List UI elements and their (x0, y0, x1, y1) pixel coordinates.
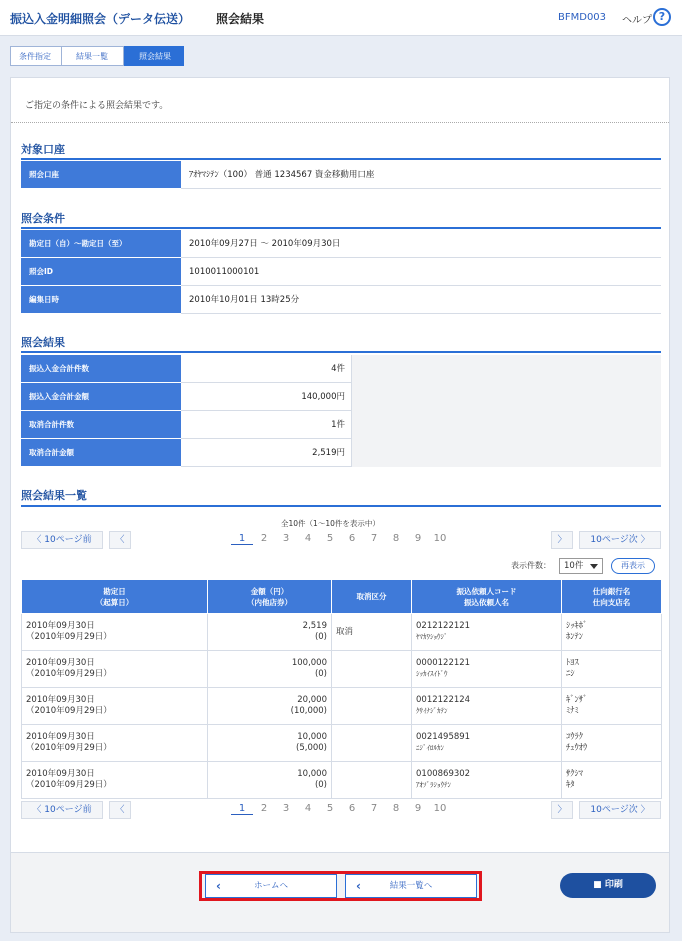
col-line2: 振込依頼人名 (464, 597, 509, 607)
condition-value: 2010年09月27日 ～ 2010年09月30日 (189, 239, 341, 249)
next-10-label: 10ページ次 (590, 805, 638, 815)
page-link[interactable]: 5 (326, 533, 334, 544)
amount: 100,000 (291, 658, 327, 668)
column-header-requester (412, 580, 562, 614)
cell-cancel: 取消 (332, 614, 412, 651)
chevron-right-icon: 〉 (637, 805, 650, 815)
page-numbers (231, 533, 451, 545)
chevron-left-icon: ‹ (216, 879, 221, 893)
cell-amount (208, 651, 332, 688)
col-line2: （内他店券） (247, 597, 292, 607)
table-header-row (22, 580, 662, 614)
col-line2: 仕向支店名 (592, 597, 631, 607)
page-link[interactable]: 6 (348, 533, 356, 544)
intro-text: ご指定の条件による照会結果です。 (25, 101, 169, 111)
col-line1: 金額（円） (250, 586, 289, 596)
display-count-value: 10件 (564, 561, 584, 571)
result-row (21, 411, 661, 439)
cell-requester (412, 762, 562, 799)
branch-name: ﾁｭｳｵｳ (566, 743, 588, 753)
record-count: 全10件（1～10件を表示中） (281, 519, 380, 528)
date: 2010年09月30日 (26, 732, 95, 742)
condition-row (21, 286, 661, 314)
print-button[interactable] (560, 873, 656, 898)
other-bank-check: (10,000) (290, 706, 327, 716)
cell-cancel (332, 725, 412, 762)
other-bank-check: (5,000) (296, 743, 327, 753)
help-link[interactable]: ヘルプ (622, 15, 652, 26)
result-list-button-label: 結果一覧へ (389, 881, 433, 891)
next-10-pages-button[interactable] (579, 801, 661, 819)
section-rule (21, 351, 661, 353)
cell-requester (412, 651, 562, 688)
date: 2010年09月30日 (26, 695, 95, 705)
col-line1: 勘定日 (103, 586, 126, 596)
prev-10-pages-button[interactable] (21, 531, 103, 549)
cell-cancel (332, 762, 412, 799)
display-count-select[interactable] (559, 558, 603, 574)
cell-amount (208, 725, 332, 762)
page-link[interactable]: 3 (282, 803, 290, 814)
prev-10-label: 10ページ前 (44, 805, 92, 815)
cell-date (22, 688, 208, 725)
requester-code: 0012122124 (416, 695, 471, 705)
amount: 10,000 (297, 769, 327, 779)
table-row (22, 614, 662, 651)
next-page-button[interactable] (551, 801, 573, 819)
condition-value: 2010年10月01日 13時25分 (189, 295, 300, 305)
main-panel (10, 77, 670, 933)
requester-code: 0212122121 (416, 621, 471, 631)
chevron-left-icon: 〈 (115, 535, 125, 545)
question-circle-icon[interactable]: ? (653, 8, 671, 26)
column-header-date (22, 580, 208, 614)
result-value: 140,000円 (301, 392, 345, 402)
page-link[interactable]: 3 (282, 533, 290, 544)
kisan-date: （2010年09月29日） (26, 743, 112, 753)
cell-requester (412, 614, 562, 651)
result-row (21, 355, 661, 383)
pager-top (21, 531, 661, 549)
cell-bank (562, 762, 662, 799)
column-header-cancel: 取消区分 (332, 580, 412, 614)
chevron-right-icon: 〉 (557, 535, 567, 545)
col-line2: （起算日） (95, 597, 134, 607)
step-list: 結果一覧 (62, 46, 124, 66)
date: 2010年09月30日 (26, 658, 95, 668)
section-rule (21, 227, 661, 229)
table-row (22, 762, 662, 799)
page-link[interactable]: 4 (304, 533, 312, 544)
results-table (21, 579, 662, 799)
cell-cancel (332, 651, 412, 688)
requester-name: ｸｻｲﾅｼﾞｶﾃﾝ (416, 707, 448, 715)
chevron-left-icon: ‹ (356, 879, 361, 893)
step-condition: 条件指定 (10, 46, 62, 66)
button-bar (11, 852, 669, 932)
date: 2010年09月30日 (26, 621, 95, 631)
page-title: 照会結果 (216, 12, 265, 26)
cell-bank (562, 688, 662, 725)
step-indicator (10, 46, 184, 66)
branch-name: ﾆｼ (566, 669, 575, 679)
requester-name: ﾆｼﾞｲﾛﾙｶﾝ (416, 744, 444, 752)
home-button[interactable] (205, 874, 337, 898)
condition-row (21, 258, 661, 286)
prev-10-label: 10ページ前 (44, 535, 92, 545)
table-row (22, 688, 662, 725)
chevron-left-icon: 〈 (32, 535, 45, 545)
result-label: 取消合計件数 (21, 411, 181, 439)
section-title-list: 照会結果一覧 (21, 489, 87, 502)
cell-date (22, 651, 208, 688)
prev-10-pages-button[interactable] (21, 801, 103, 819)
table-row (22, 651, 662, 688)
result-label: 振込入金合計件数 (21, 355, 181, 383)
other-bank-check: (0) (314, 632, 327, 642)
bank-name: ｺｳﾗｸ (566, 732, 584, 742)
requester-name: ﾔﾏｶﾜｼｮｳｼﾞ (416, 633, 448, 641)
page-link[interactable]: 7 (370, 803, 378, 814)
page-link[interactable]: 9 (414, 533, 422, 544)
cell-date (22, 614, 208, 651)
prev-page-button[interactable] (109, 531, 131, 549)
page-link[interactable]: 10 (433, 803, 447, 814)
app-title: 振込入金明細照会（データ伝送） (10, 12, 191, 26)
chevron-left-icon: 〈 (32, 805, 45, 815)
bank-name: ｻｸｼﾏ (566, 769, 584, 779)
requester-code: 0000122121 (416, 658, 471, 668)
amount: 2,519 (302, 621, 327, 631)
cell-date (22, 762, 208, 799)
account-label: 照会口座 (21, 161, 181, 189)
kisan-date: （2010年09月29日） (26, 780, 112, 790)
page-link[interactable]: 2 (260, 533, 268, 544)
requester-code: 0021495891 (416, 732, 471, 742)
branch-name: ﾐﾅﾐ (566, 706, 579, 716)
account-row (21, 161, 661, 189)
page-link[interactable]: 1 (231, 533, 253, 545)
step-result: 照会結果 (124, 46, 184, 66)
amount: 10,000 (297, 732, 327, 742)
other-bank-check: (0) (314, 669, 327, 679)
page-link[interactable]: 1 (231, 803, 253, 815)
bank-name: ｼｯｷﾎﾞ (566, 621, 588, 631)
next-10-pages-button[interactable] (579, 531, 661, 549)
dropdown-arrow-icon (590, 564, 598, 569)
cell-bank (562, 651, 662, 688)
column-header-amount (208, 580, 332, 614)
result-value: 2,519円 (312, 448, 345, 458)
section-title-condition: 照会条件 (21, 212, 65, 225)
other-bank-check: (0) (314, 780, 327, 790)
branch-name: ﾎﾝﾃﾝ (566, 632, 584, 642)
page-link[interactable]: 10 (433, 533, 447, 544)
condition-row (21, 230, 661, 258)
column-header-bank (562, 580, 662, 614)
result-row (21, 439, 661, 467)
page-link[interactable]: 5 (326, 803, 334, 814)
printer-icon: ■ (593, 880, 605, 890)
section-rule (21, 505, 661, 507)
cell-date (22, 725, 208, 762)
page-link[interactable]: 4 (304, 803, 312, 814)
condition-value: 1010011000101 (189, 267, 260, 277)
amount: 20,000 (297, 695, 327, 705)
kisan-date: （2010年09月29日） (26, 706, 112, 716)
result-row (21, 383, 661, 411)
cell-amount (208, 614, 332, 651)
chevron-left-icon: 〈 (115, 805, 125, 815)
next-10-label: 10ページ次 (590, 535, 638, 545)
condition-label: 照会ID (21, 258, 181, 286)
cell-cancel (332, 688, 412, 725)
page-link[interactable]: 2 (260, 803, 268, 814)
cell-requester (412, 688, 562, 725)
result-list-button[interactable] (345, 874, 477, 898)
col-line1: 仕向銀行名 (592, 586, 631, 596)
screen-code: BFMD003 (558, 12, 607, 23)
next-page-button[interactable] (551, 531, 573, 549)
section-title-result: 照会結果 (21, 336, 65, 349)
app-header (0, 0, 682, 36)
chevron-right-icon: 〉 (557, 805, 567, 815)
bank-name: ﾄﾖｽ (566, 658, 579, 668)
account-value: ｱｵﾔﾏｼﾃﾝ（100） 普通 1234567 資金移動用口座 (189, 170, 375, 180)
branch-name: ｷﾀ (566, 780, 575, 790)
page-link[interactable]: 7 (370, 533, 378, 544)
refresh-button[interactable]: 再表示 (611, 558, 655, 574)
empty-cell (351, 383, 661, 411)
chevron-right-icon: 〉 (637, 535, 650, 545)
display-count-label: 表示件数： (511, 561, 551, 570)
home-button-label: ホームへ (253, 881, 288, 891)
requester-name: ｼｯｶｲｽｲﾄﾞｳ (416, 670, 448, 678)
requester-name: ｱｵｿﾞﾗｼｮｳﾃﾝ (416, 781, 451, 789)
page-numbers (231, 803, 451, 815)
page-link[interactable]: 9 (414, 803, 422, 814)
table-row (22, 725, 662, 762)
bank-name: ｷﾞﾝｻﾞ (566, 695, 588, 705)
cell-requester (412, 725, 562, 762)
result-label: 取消合計金額 (21, 439, 181, 467)
col-line1: 振込依頼人コード (456, 586, 517, 596)
kisan-date: （2010年09月29日） (26, 669, 112, 679)
divider (11, 122, 669, 123)
requester-code: 0100869302 (416, 769, 471, 779)
result-label: 振込入金合計金額 (21, 383, 181, 411)
section-rule (21, 158, 661, 160)
empty-cell (351, 355, 661, 383)
kisan-date: （2010年09月29日） (26, 632, 112, 642)
cell-amount (208, 762, 332, 799)
prev-page-button[interactable] (109, 801, 131, 819)
section-title-account: 対象口座 (21, 143, 65, 156)
cell-amount (208, 688, 332, 725)
date: 2010年09月30日 (26, 769, 95, 779)
page-link[interactable]: 6 (348, 803, 356, 814)
result-value: 1件 (331, 420, 345, 430)
pager-bottom (21, 801, 661, 819)
page-link[interactable]: 8 (392, 803, 400, 814)
result-value: 4件 (331, 364, 345, 374)
empty-cell (351, 411, 661, 439)
empty-cell (351, 439, 661, 467)
cell-bank (562, 725, 662, 762)
cell-bank (562, 614, 662, 651)
print-button-label: 印刷 (604, 880, 623, 890)
page-link[interactable]: 8 (392, 533, 400, 544)
condition-label: 編集日時 (21, 286, 181, 314)
condition-label: 勘定日（自）～勘定日（至） (21, 230, 181, 258)
